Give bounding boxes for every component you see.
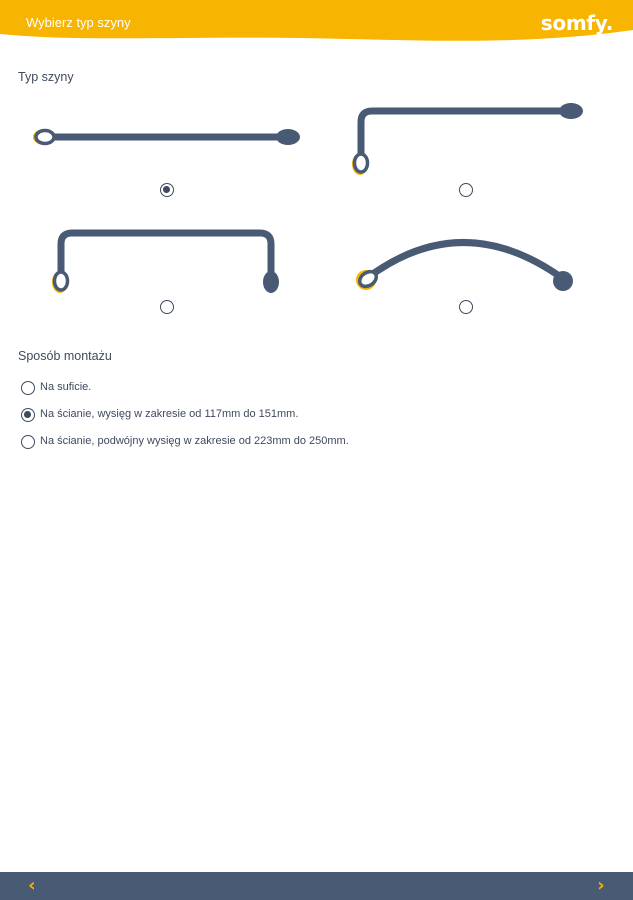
somfy-logo: somfy. — [540, 11, 613, 35]
chevron-left-icon[interactable]: ‹ — [28, 875, 36, 896]
rail-option-l-shape[interactable] — [348, 96, 588, 180]
mount-radio-ceiling[interactable] — [21, 381, 35, 395]
mount-radio-wall-double[interactable] — [21, 435, 35, 449]
rail-option-curved[interactable] — [350, 222, 590, 300]
mount-label-wall-double: Na ścianie, podwójny wysięg w zakresie od 223mm do 250mm. — [40, 435, 349, 447]
mount-label-wall: Na ścianie, wysięg w zakresie od 117mm do 151mm. — [40, 408, 299, 420]
l-shape-rail-icon — [348, 96, 588, 180]
rail-radio-u-shape[interactable] — [160, 300, 174, 314]
u-shape-rail-icon — [48, 222, 288, 300]
page-title: Wybierz typ szyny — [26, 15, 131, 30]
rail-radio-curved[interactable] — [459, 300, 473, 314]
rail-radio-l-shape[interactable] — [459, 183, 473, 197]
mounting-heading: Sposób montażu — [18, 349, 112, 363]
brand-name: somfy — [540, 11, 606, 35]
straight-rail-icon — [28, 122, 308, 152]
mount-label-ceiling: Na suficie. — [40, 381, 92, 393]
rail-option-straight[interactable] — [28, 122, 308, 152]
rail-option-u-shape[interactable] — [48, 222, 288, 300]
footer-nav-bar — [0, 872, 633, 900]
rail-radio-straight[interactable] — [160, 183, 174, 197]
curved-rail-icon — [350, 222, 590, 300]
mount-radio-wall[interactable] — [21, 408, 35, 422]
header-bar — [0, 0, 633, 48]
chevron-right-icon[interactable]: › — [597, 875, 605, 896]
rail-type-heading: Typ szyny — [18, 70, 74, 84]
